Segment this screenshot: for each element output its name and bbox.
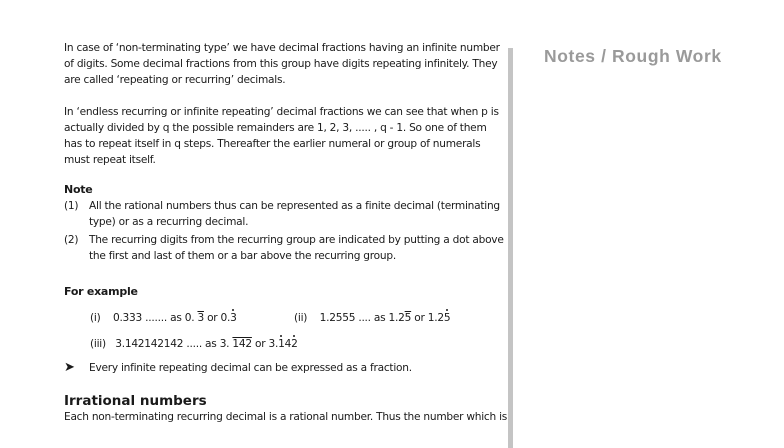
repeating-digit-dot: 2 xyxy=(291,338,298,350)
example-label: (ii) xyxy=(294,312,308,324)
paragraph-endless-recurring: In ‘endless recurring or infinite repeating’ decimal fractions we can see that when p is actually divided by q the possible remainders are 1, 2, 3, ..... , q - 1. So one of them has to repeat itself in q steps. Thereafter the earlier numeral or group of numerals must repeat itself. xyxy=(64,106,499,166)
repeating-digit-dot: 3 xyxy=(230,312,237,324)
example-iii xyxy=(90,336,298,352)
repeating-digit-bar: 3 xyxy=(197,312,204,324)
main-content xyxy=(64,40,508,425)
example-i xyxy=(90,310,294,326)
repeating-digit-dot: 1 xyxy=(278,338,285,350)
note-item xyxy=(64,198,504,230)
repeating-digit-dot: 5 xyxy=(443,312,451,324)
arrowhead-bullet-icon: ➤ xyxy=(64,360,75,375)
example-row-2 xyxy=(90,336,504,352)
example-text: 3.142142142 ..... as 3. xyxy=(115,338,230,350)
section-heading-irrational: Irrational numbers xyxy=(64,393,207,409)
note-text: All the rational numbers thus can be represented as a finite decimal (terminating type) or as a recurring decimal. xyxy=(89,200,500,228)
notes-rough-work-title: Notes / Rough Work xyxy=(544,46,722,66)
example-heading: For example xyxy=(64,285,138,298)
example-text: 0.333 ....... as 0. xyxy=(112,312,195,324)
example-or: or 1.2 xyxy=(411,312,444,324)
example-text: 1.2555 .... as 1.2 xyxy=(319,312,405,324)
margin-divider xyxy=(508,48,513,448)
note-number: (2) xyxy=(64,234,79,246)
example-label: (iii) xyxy=(90,338,106,350)
note-heading: Note xyxy=(64,183,93,196)
paragraph-non-terminating: In case of ‘non-terminating type’ we have decimal fractions having an infinite number of digits. Some decimal fractions from this group have digits repeating infinitely. They are called ‘repeating or recurring’ decimals. xyxy=(64,42,500,86)
bullet-item xyxy=(64,360,504,376)
example-row-1 xyxy=(90,310,504,326)
repeating-group-bar: 142 xyxy=(232,338,252,350)
bullet-text: Every infinite repeating decimal can be expressed as a fraction. xyxy=(89,362,412,374)
example-or: or 0. xyxy=(203,312,231,324)
note-text: The recurring digits from the recurring group are indicated by putting a dot above the first and last of them or a bar above the recurring group. xyxy=(89,234,504,262)
middle-digit: 4 xyxy=(284,338,292,350)
example-label: (i) xyxy=(90,312,101,324)
paragraph-irrational-intro: Each non-terminating recurring decimal is a rational number. Thus the number which is xyxy=(64,411,508,423)
note-number: (1) xyxy=(64,200,79,212)
example-ii xyxy=(294,310,450,326)
note-item xyxy=(64,232,504,264)
example-or: or 3. xyxy=(251,338,279,350)
repeating-digit-bar: 5 xyxy=(404,312,412,324)
